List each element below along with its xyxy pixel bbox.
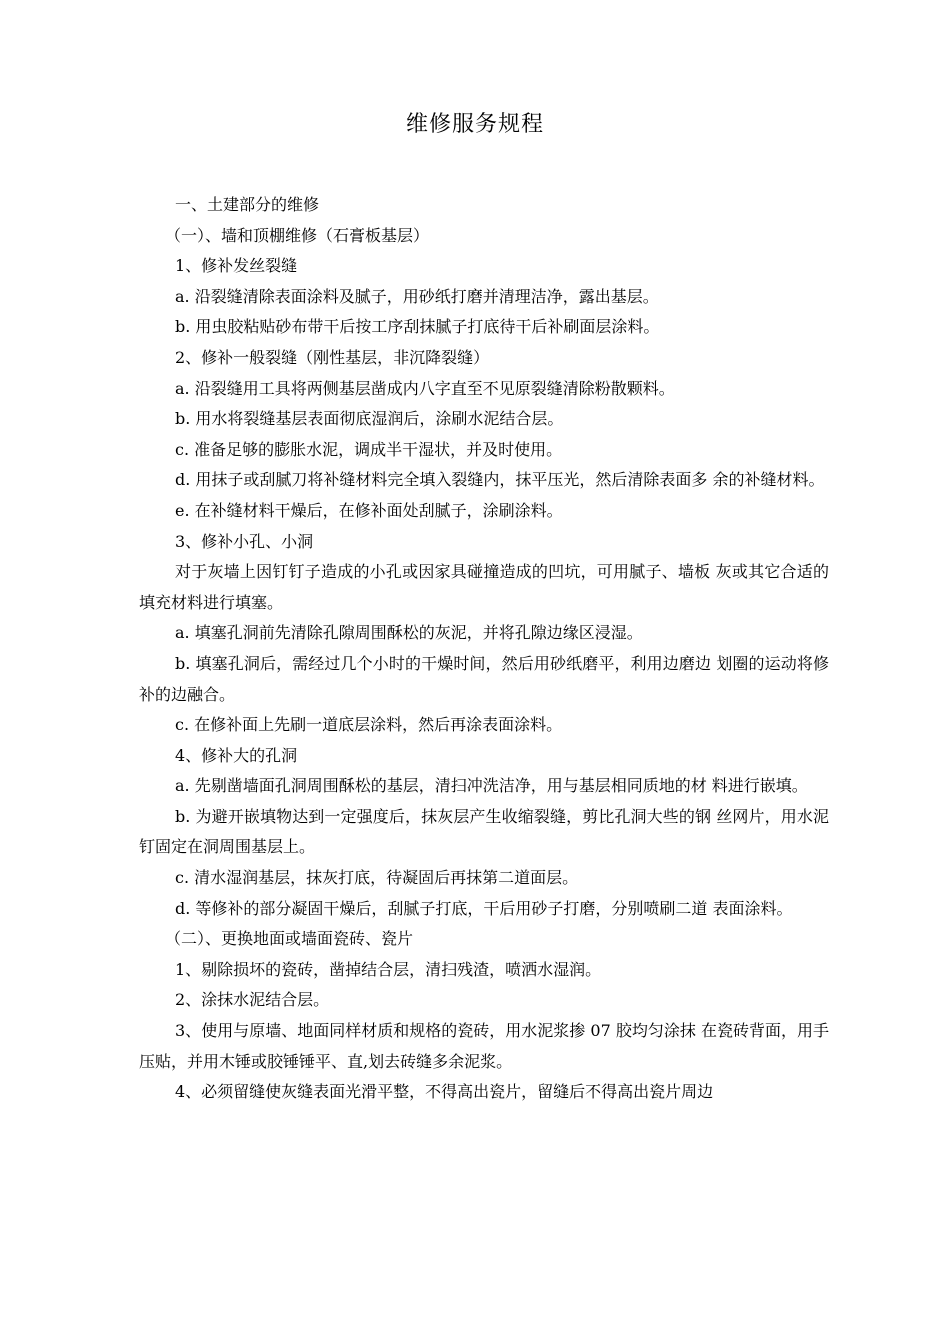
paragraph: b. 填塞孔洞后，需经过几个小时的干燥时间，然后用砂纸磨平，利用边磨边 划圈的运动将修补的边融合。 — [139, 653, 829, 704]
paragraph: c. 清水湿润基层，抹灰打底，待凝固后再抹第二道面层。 — [175, 868, 579, 888]
paragraph: 4、修补大的孔洞 — [175, 745, 298, 765]
paragraph: a. 沿裂缝用工具将两侧基层凿成内八字直至不见原裂缝清除粉散颗料。 — [175, 378, 675, 398]
paragraph: 4、必须留缝使灰缝表面光滑平整，不得高出瓷片，留缝后不得高出瓷片周边 — [175, 1082, 714, 1102]
paragraph: d. 等修补的部分凝固干燥后，刮腻子打底，干后用砂子打磨，分别喷刷二道 表面涂料。 — [175, 898, 793, 918]
paragraph: a. 先剔凿墙面孔洞周围酥松的基层，清扫冲洗洁净，用与基层相同质地的材 料进行嵌填。 — [175, 776, 808, 796]
paragraph: c. 准备足够的膨胀水泥，调成半干湿状，并及时使用。 — [175, 439, 563, 459]
paragraph: 对于灰墙上因钉钉子造成的小孔或因家具碰撞造成的凹坑，可用腻子、墙板 灰或其它合适的填充材料进行填塞。 — [139, 562, 829, 612]
paragraph: 一、土建部分的维修 — [175, 195, 320, 214]
paragraph: c. 在修补面上先刷一道底层涂料，然后再涂表面涂料。 — [175, 715, 563, 735]
page-title: 维修服务规程 — [405, 112, 544, 137]
paragraph: 2、涂抹水泥结合层。 — [175, 990, 330, 1010]
paragraph: e. 在补缝材料干燥后，在修补面处刮腻子，涂刷涂料。 — [175, 500, 563, 520]
paragraph: b. 用虫胶粘贴砂布带干后按工序刮抹腻子打底待干后补刷面层涂料。 — [175, 317, 660, 337]
document-body — [139, 190, 829, 1108]
paragraph: a. 填塞孔洞前先清除孔隙周围酥松的灰泥，并将孔隙边缘区浸湿。 — [175, 623, 643, 643]
paragraph: b. 用水将裂缝基层表面彻底湿润后，涂刷水泥结合层。 — [175, 409, 564, 429]
paragraph: a. 沿裂缝清除表面涂料及腻子，用砂纸打磨并清理洁净，露出基层。 — [175, 286, 659, 306]
paragraph: （一）、墙和顶棚维修（石膏板基层） — [165, 225, 430, 245]
paragraph: b. 为避开嵌填物达到一定强度后，抹灰层产生收缩裂缝，剪比孔洞大些的钢 丝网片，用水泥钉固定在洞周围基层上。 — [139, 806, 829, 857]
paragraph: （二）、更换地面或墙面瓷砖、瓷片 — [165, 929, 414, 949]
paragraph: 1、剔除损坏的瓷砖，凿掉结合层，清扫残渣，喷洒水湿润。 — [175, 959, 602, 979]
paragraph: 3、使用与原墙、地面同样材质和规格的瓷砖，用水泥浆掺 07 胶均匀涂抹 在瓷砖背面，用手压贴，并用木锤或胶锤锤平、直,划去砖缝多余泥浆。 — [139, 1021, 829, 1071]
paragraph: d. 用抹子或刮腻刀将补缝材料完全填入裂缝内，抹平压光，然后清除表面多 余的补缝材料。 — [175, 470, 825, 490]
paragraph: 2、修补一般裂缝（刚性基层，非沉降裂缝） — [175, 347, 490, 367]
paragraph: 1、修补发丝裂缝 — [175, 256, 298, 276]
paragraph: 3、修补小孔、小洞 — [175, 531, 314, 551]
